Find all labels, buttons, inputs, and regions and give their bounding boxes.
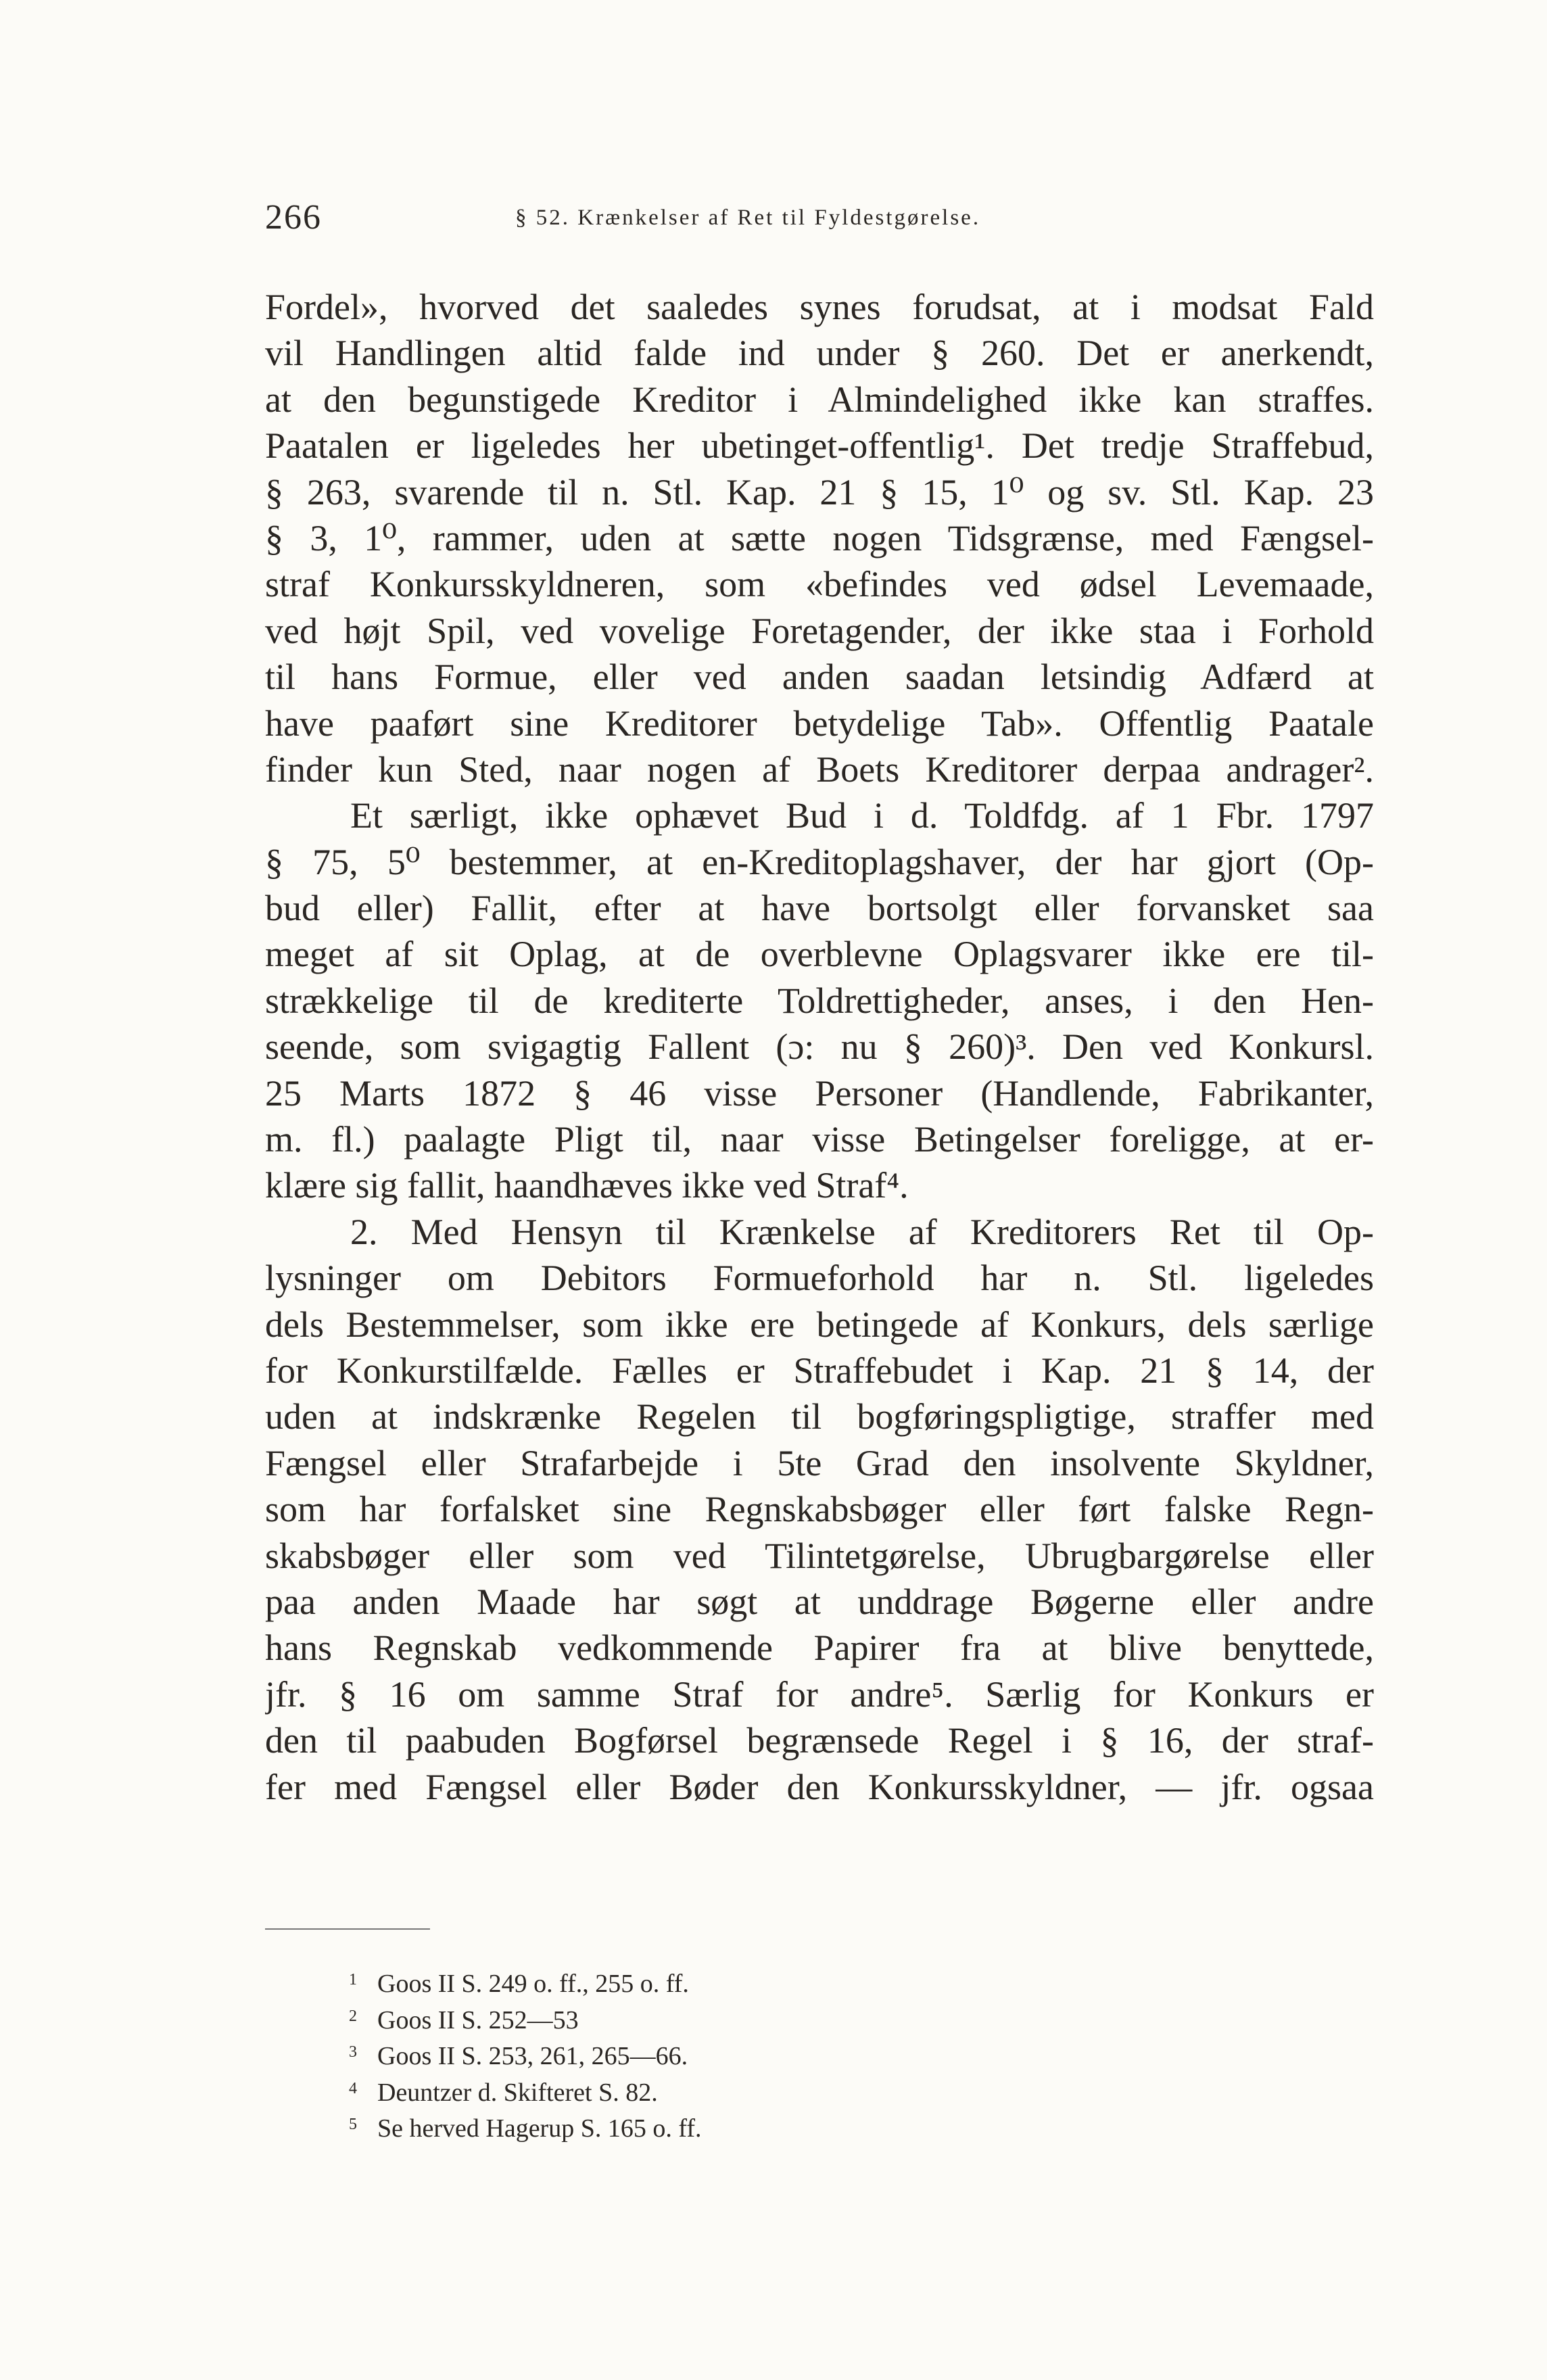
footnote	[349, 2111, 1160, 2147]
footnote-divider	[265, 1928, 430, 1930]
text-line: meget af sit Oplag, at de overblevne Oplagsvarer ikke ere til-	[265, 934, 1374, 975]
page-header	[265, 197, 1374, 245]
text-line: den til paabuden Bogførsel begrænsede Regel i § 16, der straf-	[265, 1720, 1374, 1761]
footnote-text: Se herved Hagerup S. 165 o. ff.	[377, 2114, 702, 2143]
text-line: bud eller) Fallit, efter at have bortsolgt eller forvansket saa	[265, 888, 1374, 929]
footnote-text: Goos II S. 249 o. ff., 255 o. ff.	[377, 1970, 689, 1998]
footnote-text: Goos II S. 253, 261, 265—66.	[377, 2042, 688, 2070]
text-line: skabsbøger eller som ved Tilintetgørelse, Ubrugbargørelse eller	[265, 1535, 1374, 1576]
footnote-number: 3	[349, 2043, 357, 2061]
text-line: dels Bestemmelser, som ikke ere betingede af Konkurs, dels særlige	[265, 1304, 1374, 1345]
footnote	[349, 2039, 1160, 2075]
text-line: Fordel», hvorved det saaledes synes forudsat, at i modsat Fald	[265, 287, 1374, 327]
text-line: § 75, 5⁰ bestemmer, at en-Kreditoplagshaver, der har gjort (Op-	[265, 841, 1374, 882]
text-line: § 263, svarende til n. Stl. Kap. 21 § 15, 1⁰ og sv. Stl. Kap. 23	[265, 471, 1374, 513]
text-line: at den begunstigede Kreditor i Almindelighed ikke kan straffes.	[265, 379, 1374, 420]
footnote-number: 4	[349, 2079, 357, 2097]
text-line: til hans Formue, eller ved anden saadan letsindig Adfærd at	[265, 657, 1374, 698]
page-number: 266	[265, 198, 322, 237]
footnotes	[349, 1966, 1160, 2147]
paragraph-first-line: Et særligt, ikke ophævet Bud i d. Toldfdg. af 1 Fbr. 1797	[350, 795, 1374, 836]
text-line: straf Konkursskyldneren, som «befindes ved ødsel Levemaade,	[265, 564, 1374, 605]
footnote-number: 5	[349, 2116, 357, 2133]
text-line: paa anden Maade har søgt at unddrage Bøgerne eller andre	[265, 1581, 1374, 1622]
text-line: § 3, 1⁰, rammer, uden at sætte nogen Tidsgrænse, med Fængsel-	[265, 517, 1374, 558]
footnote	[349, 1966, 1160, 2003]
footnote	[349, 2075, 1160, 2112]
text-line: som har forfalsket sine Regnskabsbøger eller ført falske Regn-	[265, 1489, 1374, 1530]
text-line: Paatalen er ligeledes her ubetinget-offentlig¹. Det tredje Straffebud,	[265, 425, 1374, 467]
footnote-number: 2	[349, 2007, 357, 2025]
footnote	[349, 2003, 1160, 2039]
footnote-text: Deuntzer d. Skifteret S. 82.	[377, 2078, 658, 2107]
body-text	[265, 284, 1374, 1810]
text-line: vil Handlingen altid falde ind under § 260. Det er anerkendt,	[265, 333, 1374, 374]
text-line: have paaført sine Kreditorer betydelige Tab». Offentlig Paatale	[265, 703, 1374, 744]
footnote-number: 1	[349, 1971, 357, 1989]
text-line: strækkelige til de krediterte Toldrettigheder, anses, i den Hen-	[265, 980, 1374, 1021]
text-line: m. fl.) paalagte Pligt til, naar visse Betingelser foreligge, at er-	[265, 1119, 1374, 1160]
text-line: ved højt Spil, ved vovelige Foretagender, der ikke staa i Forhold	[265, 610, 1374, 651]
text-line: lysninger om Debitors Formueforhold har n. Stl. ligeledes	[265, 1258, 1374, 1299]
footnote-text: Goos II S. 252—53	[377, 2005, 579, 2034]
text-line: hans Regnskab vedkommende Papirer fra at blive benyttede,	[265, 1627, 1374, 1669]
text-line: for Konkurstilfælde. Fælles er Straffebudet i Kap. 21 § 14, der	[265, 1350, 1374, 1391]
text-line: Fængsel eller Strafarbejde i 5te Grad den insolvente Skyldner,	[265, 1442, 1374, 1483]
text-line: jfr. § 16 om samme Straf for andre⁵. Særlig for Konkurs er	[265, 1673, 1374, 1715]
paragraph-last-line: klære sig fallit, haandhæves ikke ved Straf⁴.	[265, 1165, 909, 1206]
running-head: § 52. Krænkelser af Ret til Fyldestgørelse.	[515, 206, 981, 230]
text-line: seende, som svigagtig Fallent (ɔ: nu § 260)³. Den ved Konkursl.	[265, 1026, 1374, 1068]
text-line: fer med Fængsel eller Bøder den Konkursskyldner, — jfr. ogsaa	[265, 1766, 1374, 1807]
text-line: uden at indskrænke Regelen til bogføringspligtige, straffer med	[265, 1396, 1374, 1437]
text-line: finder kun Sted, naar nogen af Boets Kreditorer derpaa andrager².	[265, 748, 1374, 790]
text-line: 25 Marts 1872 § 46 visse Personer (Handlende, Fabrikanter,	[265, 1072, 1374, 1114]
paragraph-first-line: 2. Med Hensyn til Krænkelse af Kreditorers Ret til Op-	[350, 1211, 1374, 1252]
